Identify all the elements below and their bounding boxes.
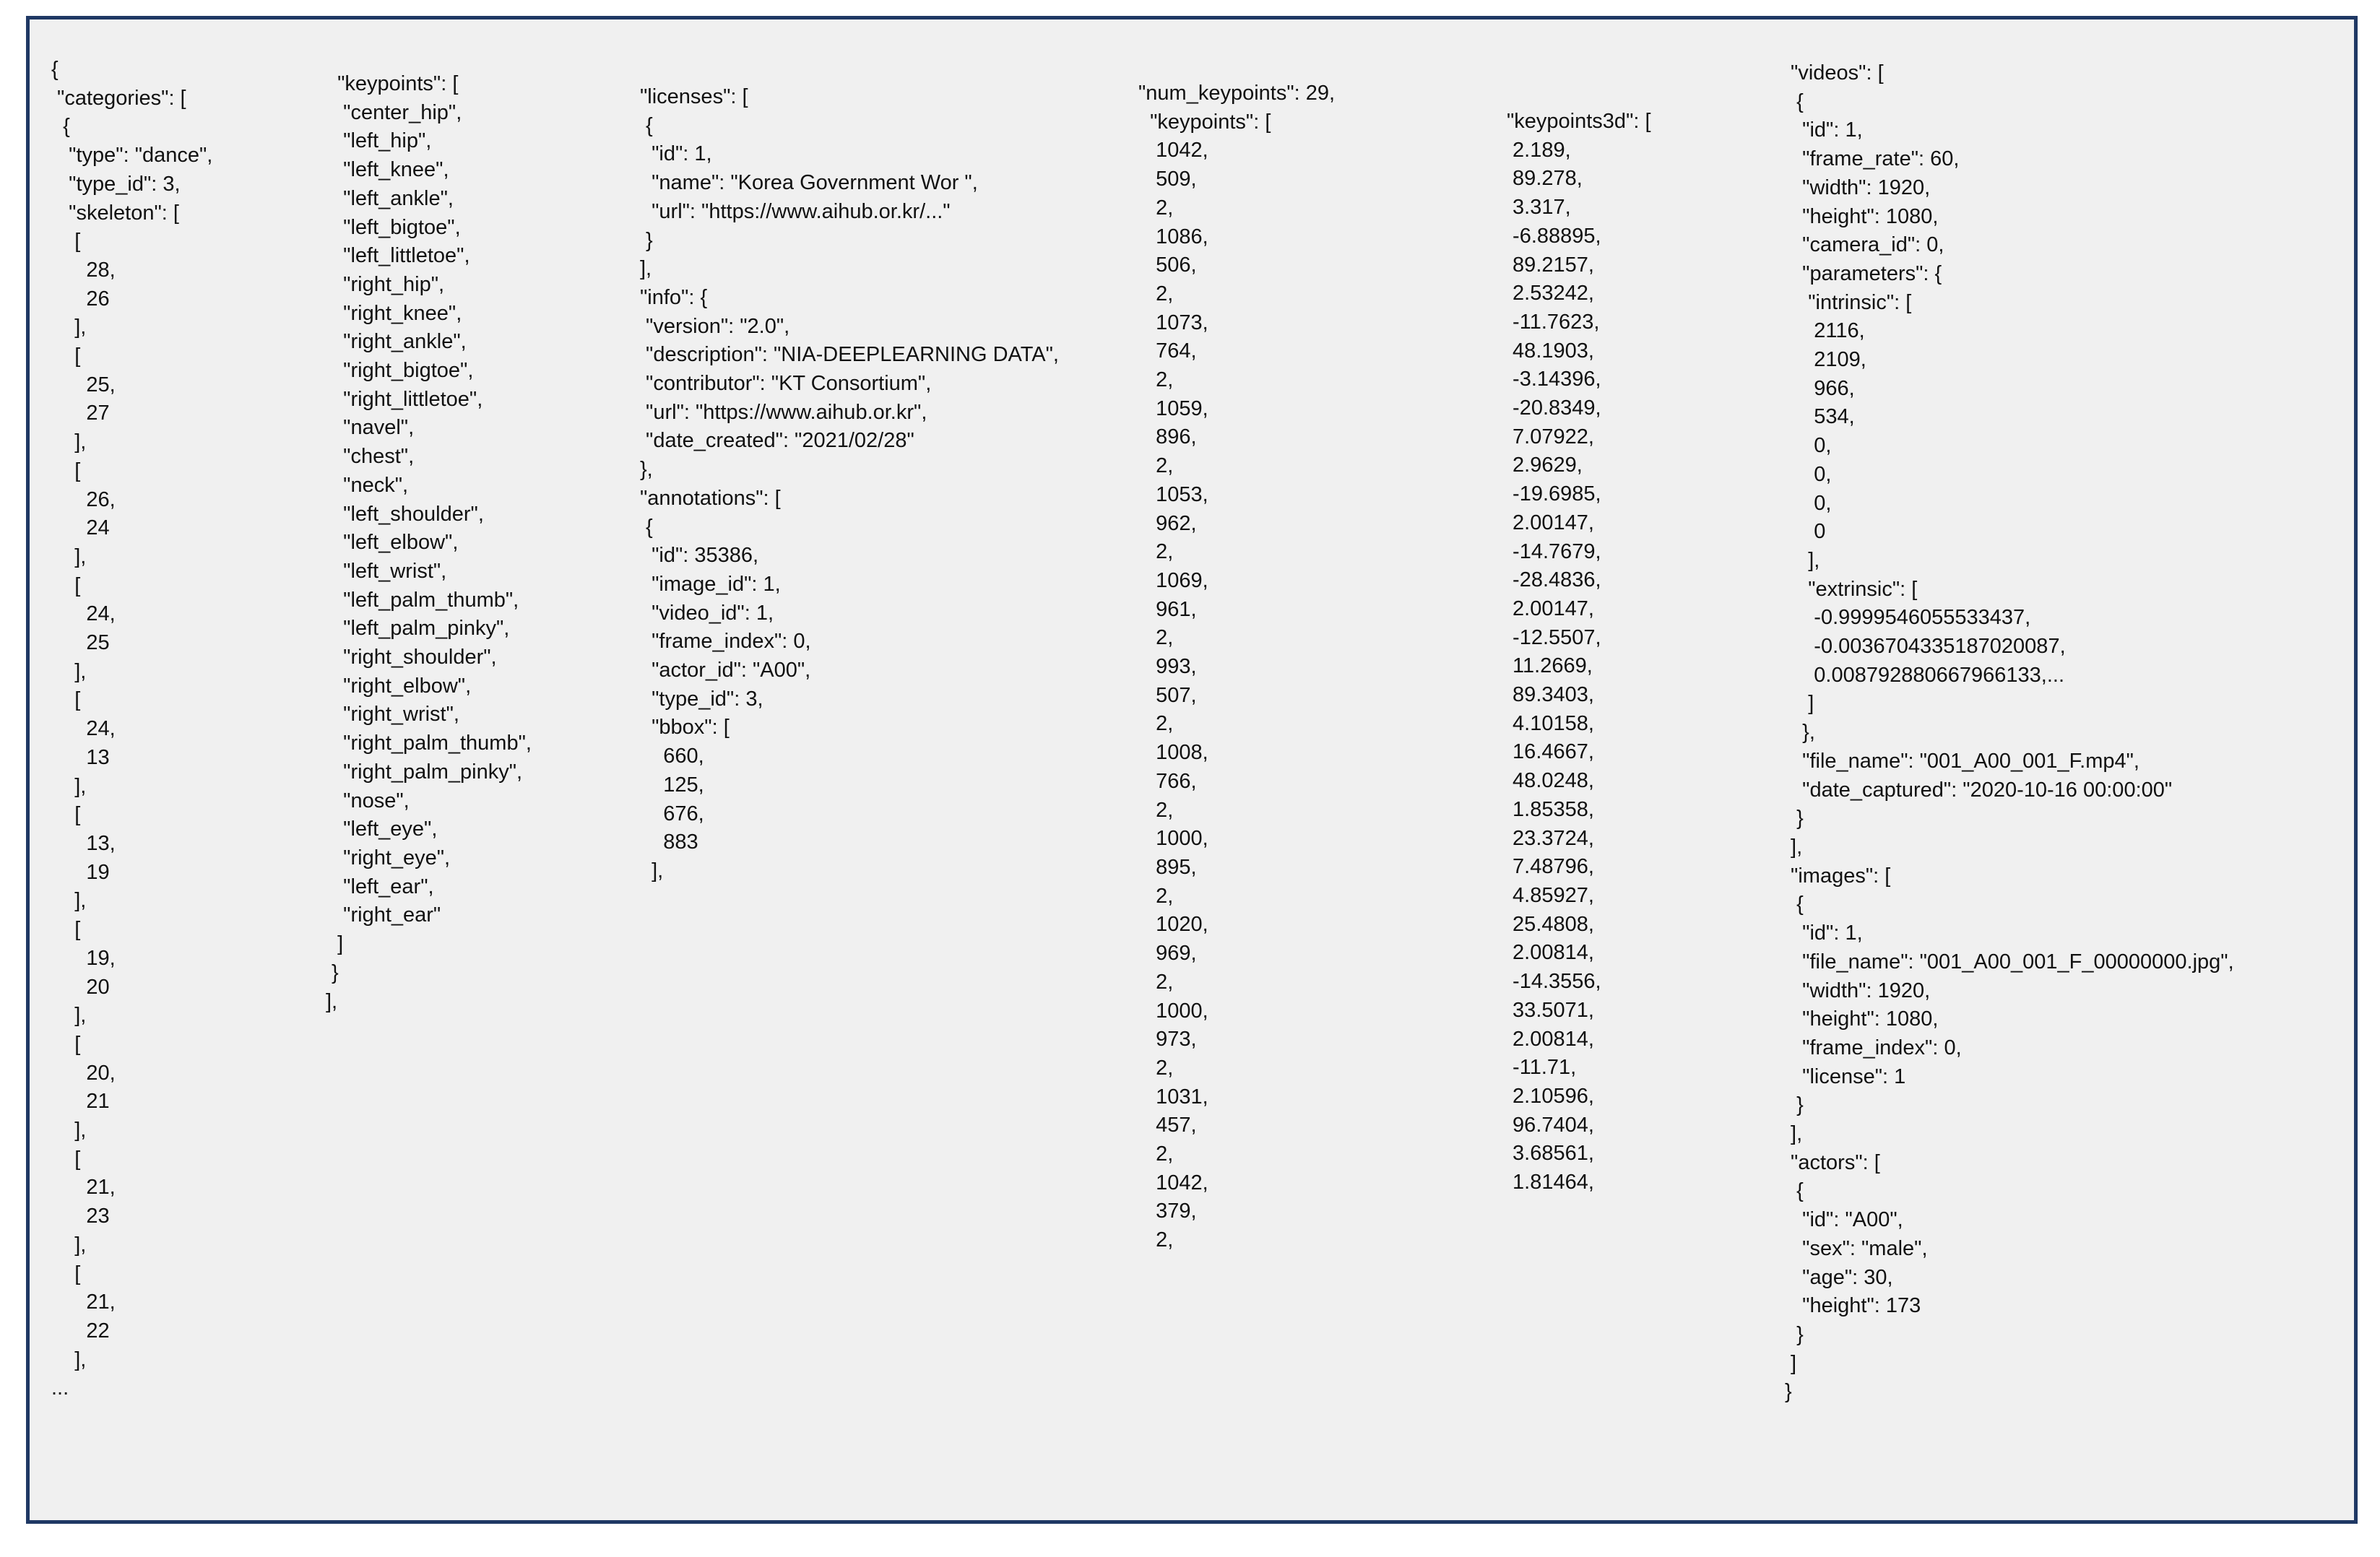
code-line: 48.1903, <box>1507 339 1594 363</box>
code-line: "right_ankle", <box>326 330 467 354</box>
code-line: [ <box>51 1262 81 1285</box>
code-line: 379, <box>1138 1200 1197 1223</box>
code-line: 0.008792880667966133,... <box>1785 663 2065 687</box>
code-line: ] <box>1785 692 1814 716</box>
code-line: 966, <box>1785 376 1855 400</box>
code-line: "left_knee", <box>326 158 449 182</box>
code-line: "annotations": [ <box>640 486 781 510</box>
code-line: 25, <box>51 373 116 396</box>
code-line: 883 <box>640 830 698 854</box>
code-line: 3.317, <box>1507 196 1571 220</box>
code-line: 2109, <box>1785 348 1866 372</box>
code-line: { <box>51 115 70 139</box>
code-line: "description": "NIA-DEEPLEARNING DATA", <box>640 343 1059 367</box>
code-line: "right_eye", <box>326 846 451 869</box>
code-line: [ <box>51 688 81 712</box>
code-line: 961, <box>1138 597 1197 621</box>
code-line: 2, <box>1138 798 1174 822</box>
code-line: "url": "https://www.aihub.or.kr", <box>640 400 927 424</box>
code-line: "num_keypoints": 29, <box>1138 82 1336 105</box>
code-line: ], <box>1785 1122 1803 1146</box>
code-line: 1008, <box>1138 741 1208 765</box>
code-line: 1000, <box>1138 999 1208 1023</box>
code-line: ], <box>51 659 87 683</box>
code-line: 89.278, <box>1507 167 1583 191</box>
code-line: ], <box>51 316 87 339</box>
code-line: 23.3724, <box>1507 826 1594 850</box>
code-line: "right_wrist", <box>326 703 459 727</box>
code-line: 2.189, <box>1507 138 1571 162</box>
code-line: -14.7679, <box>1507 539 1601 563</box>
code-line: 2.10596, <box>1507 1084 1594 1108</box>
code-line: "contributor": "KT Consortium", <box>640 372 932 396</box>
code-line: 2, <box>1138 196 1174 220</box>
code-line: 0, <box>1785 434 1832 458</box>
code-line: 2, <box>1138 282 1174 305</box>
code-line: -14.3556, <box>1507 970 1601 994</box>
code-line: } <box>1785 1093 1804 1117</box>
code-line: "left_shoulder", <box>326 502 484 526</box>
code-line: 766, <box>1138 769 1197 793</box>
code-line: 20, <box>51 1061 116 1085</box>
code-line: "keypoints": [ <box>1138 110 1271 134</box>
code-line: [ <box>51 1032 81 1056</box>
code-line: "date_created": "2021/02/28" <box>640 429 914 453</box>
code-line: 2.9629, <box>1507 454 1583 477</box>
code-line: ], <box>1785 835 1803 859</box>
code-line: 896, <box>1138 425 1197 449</box>
code-line: 1042, <box>1138 1171 1208 1194</box>
code-line: ] <box>326 932 344 956</box>
code-line: "left_hip", <box>326 129 432 153</box>
code-line: 969, <box>1138 942 1197 966</box>
code-line: { <box>1785 90 1804 113</box>
code-line: "left_palm_thumb", <box>326 588 519 612</box>
code-line: 19, <box>51 946 116 970</box>
code-line: "license": 1 <box>1785 1064 1906 1088</box>
code-line: 509, <box>1138 168 1197 191</box>
code-line: "left_elbow", <box>326 531 459 555</box>
code-line: "keypoints": [ <box>326 72 459 95</box>
code-line: "licenses": [ <box>640 85 748 108</box>
code-line: 1069, <box>1138 568 1208 592</box>
code-line: 0, <box>1785 462 1832 486</box>
code-line: ], <box>326 989 338 1013</box>
code-line: 33.5071, <box>1507 998 1594 1022</box>
code-line: "camera_id": 0, <box>1785 233 1944 257</box>
code-line: "left_littletoe", <box>326 244 470 268</box>
code-line: "age": 30, <box>1785 1265 1893 1289</box>
code-line: -11.7623, <box>1507 310 1600 334</box>
code-line: "right_palm_pinky", <box>326 760 523 784</box>
code-line: "right_knee", <box>326 301 462 325</box>
code-line: 973, <box>1138 1028 1197 1051</box>
code-line: "right_littletoe", <box>326 387 483 411</box>
code-line: 2.00814, <box>1507 1027 1594 1051</box>
code-line: 1.85358, <box>1507 797 1594 821</box>
code-line: 0 <box>1785 520 1826 544</box>
code-line: 1059, <box>1138 396 1208 420</box>
code-line: "nose", <box>326 789 410 812</box>
code-line: 962, <box>1138 511 1197 535</box>
code-line: "file_name": "001_A00_001_F_00000000.jpg", <box>1785 950 2234 973</box>
code-line: } <box>1785 1380 1792 1404</box>
code-line: "date_captured": "2020-10-16 00:00:00" <box>1785 778 2173 802</box>
code-line: 507, <box>1138 683 1197 707</box>
json-column-keypoints-3d <box>1507 108 1651 1197</box>
code-line: 96.7404, <box>1507 1113 1594 1137</box>
code-line: "neck", <box>326 473 409 497</box>
code-line: 48.0248, <box>1507 769 1594 793</box>
code-line: 2, <box>1138 454 1174 478</box>
code-line: -20.8349, <box>1507 396 1601 420</box>
code-line: -0.0036704335187020087, <box>1785 635 2066 659</box>
code-line: "id": 1, <box>640 142 712 166</box>
code-line: -12.5507, <box>1507 625 1601 649</box>
code-line: "right_hip", <box>326 272 445 296</box>
code-line: -19.6985, <box>1507 482 1601 506</box>
code-line: 1053, <box>1138 482 1208 506</box>
code-line: { <box>640 515 653 539</box>
code-line: [ <box>51 344 81 368</box>
code-line: ], <box>640 257 652 281</box>
code-line: "height": 1080, <box>1785 204 1939 228</box>
code-line: "bbox": [ <box>640 716 730 740</box>
code-line: { <box>1785 893 1804 916</box>
code-line: 1031, <box>1138 1085 1208 1109</box>
code-line: 24, <box>51 602 116 626</box>
code-line: "height": 1080, <box>1785 1007 1939 1031</box>
code-line: "actors": [ <box>1785 1150 1880 1174</box>
code-line: 125, <box>640 773 704 797</box>
code-line: "chest", <box>326 445 415 469</box>
code-line: 7.07922, <box>1507 425 1594 448</box>
code-line: "videos": [ <box>1785 61 1884 84</box>
code-line: "left_ear", <box>326 875 434 898</box>
code-line: } <box>1785 807 1804 830</box>
code-line: "version": "2.0", <box>640 314 790 338</box>
code-line: -28.4836, <box>1507 568 1601 592</box>
code-line: "file_name": "001_A00_001_F.mp4", <box>1785 749 2139 773</box>
code-line: "images": [ <box>1785 864 1891 888</box>
code-line: ], <box>640 859 664 882</box>
code-line: "center_hip", <box>326 100 462 124</box>
code-line: 28, <box>51 258 116 282</box>
code-line: 1042, <box>1138 139 1208 162</box>
code-line: "categories": [ <box>51 86 186 110</box>
code-line: "right_elbow", <box>326 674 472 698</box>
code-line: }, <box>1785 721 1815 745</box>
code-line: "left_wrist", <box>326 559 447 583</box>
code-line: 506, <box>1138 253 1197 277</box>
code-line: -0.9999546055533437, <box>1785 606 2031 630</box>
code-line: "width": 1920, <box>1785 175 1931 199</box>
code-line: 7.48796, <box>1507 855 1594 879</box>
json-column-videos-images-actors <box>1785 59 2234 1407</box>
code-line: "navel", <box>326 416 415 440</box>
code-line: 25.4808, <box>1507 912 1594 936</box>
code-line: [ <box>51 459 81 482</box>
code-line: "frame_index": 0, <box>1785 1036 1962 1059</box>
code-line: -11.71, <box>1507 1056 1577 1080</box>
code-line: "name": "Korea Government Wor ", <box>640 171 978 195</box>
code-line: 13 <box>51 745 110 769</box>
code-line: 23 <box>51 1205 110 1228</box>
code-line: 2, <box>1138 970 1174 994</box>
code-line: 2, <box>1138 540 1174 564</box>
code-line: 764, <box>1138 339 1197 363</box>
code-line: 2, <box>1138 368 1174 392</box>
code-line: "left_bigtoe", <box>326 215 461 239</box>
code-line: -6.88895, <box>1507 224 1601 248</box>
code-line: ], <box>51 1233 87 1257</box>
code-line: 2, <box>1138 626 1174 650</box>
code-line: 2.00147, <box>1507 511 1594 534</box>
code-line: 16.4667, <box>1507 740 1594 764</box>
code-line: 2.00147, <box>1507 597 1594 620</box>
json-column-keypoint-names <box>326 70 532 1016</box>
code-line: 1000, <box>1138 827 1208 851</box>
code-line: "intrinsic": [ <box>1785 290 1912 314</box>
code-line: "actor_id": "A00", <box>640 659 811 682</box>
code-line: "right_ear" <box>326 903 441 927</box>
code-line: "id": 1, <box>1785 118 1863 142</box>
code-line: 19 <box>51 860 110 884</box>
code-line: -3.14396, <box>1507 368 1601 391</box>
code-line: [ <box>51 573 81 597</box>
code-line: 11.2669, <box>1507 654 1593 678</box>
code-line: "type_id": 3, <box>51 172 181 196</box>
code-line: "frame_index": 0, <box>640 630 811 654</box>
code-line: ], <box>51 889 87 913</box>
code-line: 21, <box>51 1291 116 1314</box>
code-line: 26, <box>51 487 116 511</box>
code-line: ], <box>51 774 87 798</box>
code-line: "skeleton": [ <box>51 201 179 225</box>
code-line: 21 <box>51 1090 110 1114</box>
code-line: }, <box>640 458 653 482</box>
code-line: 25 <box>51 631 110 655</box>
code-line: [ <box>51 803 81 827</box>
code-line: 2, <box>1138 1056 1174 1080</box>
code-line: 895, <box>1138 855 1197 879</box>
code-line: 2, <box>1138 884 1174 908</box>
code-line: 0, <box>1785 491 1832 515</box>
code-line: 21, <box>51 1176 116 1200</box>
code-line: 2, <box>1138 1228 1174 1252</box>
code-line: 26 <box>51 287 110 311</box>
code-line: "width": 1920, <box>1785 979 1931 1002</box>
code-line: 660, <box>640 745 704 768</box>
code-line: 22 <box>51 1319 110 1343</box>
code-line: 676, <box>640 802 704 825</box>
code-line: ], <box>51 1348 87 1371</box>
code-line: { <box>1785 1179 1804 1203</box>
code-line: ], <box>51 1119 87 1142</box>
code-line: { <box>51 58 59 81</box>
code-line: } <box>1785 1322 1804 1346</box>
code-line: "image_id": 1, <box>640 572 781 596</box>
code-line: 4.85927, <box>1507 883 1594 907</box>
code-line: "video_id": 1, <box>640 601 774 625</box>
code-line: "left_eye", <box>326 817 438 841</box>
code-line: 2116, <box>1785 319 1865 343</box>
code-line: 24 <box>51 516 110 540</box>
code-line: 89.3403, <box>1507 683 1594 707</box>
code-line: 2.53242, <box>1507 282 1594 305</box>
code-line: 2, <box>1138 1142 1174 1166</box>
code-line: "height": 173 <box>1785 1294 1921 1318</box>
json-column-licenses-info-annotations <box>640 83 1059 886</box>
code-line: 1073, <box>1138 311 1208 334</box>
code-line: 534, <box>1785 405 1855 429</box>
code-line: 27 <box>51 402 110 425</box>
code-line: "parameters": { <box>1785 261 1942 285</box>
code-line: "keypoints3d": [ <box>1507 110 1651 133</box>
code-line: [ <box>51 230 81 253</box>
code-line: "left_ankle", <box>326 186 454 210</box>
code-line: 1086, <box>1138 225 1208 248</box>
code-line: [ <box>51 918 81 942</box>
code-line: 20 <box>51 975 110 999</box>
code-line: "type": "dance", <box>51 144 213 168</box>
code-line: [ <box>51 1147 81 1171</box>
code-line: 3.68561, <box>1507 1142 1594 1166</box>
json-column-keypoints-2d <box>1138 79 1335 1255</box>
code-line: 993, <box>1138 655 1197 679</box>
code-line: 24, <box>51 717 116 741</box>
json-document-panel <box>26 16 2358 1524</box>
code-line: ], <box>51 430 87 454</box>
code-line: "id": "A00", <box>1785 1208 1903 1232</box>
code-line: "id": 35386, <box>640 544 759 568</box>
code-line: { <box>640 113 653 137</box>
code-line: ], <box>1785 548 1820 572</box>
code-line: 1020, <box>1138 913 1208 937</box>
code-line: "extrinsic": [ <box>1785 577 1918 601</box>
code-line: 4.10158, <box>1507 711 1594 735</box>
code-line: "url": "https://www.aihub.or.kr/..." <box>640 199 951 223</box>
code-line: 1.81464, <box>1507 1171 1594 1194</box>
code-line: "type_id": 3, <box>640 687 763 711</box>
code-line: ] <box>1785 1351 1797 1375</box>
code-line: } <box>640 228 653 252</box>
json-column-categories <box>51 56 212 1403</box>
code-line: "right_shoulder", <box>326 646 497 669</box>
code-line: } <box>326 960 339 984</box>
code-line: 13, <box>51 831 116 855</box>
code-line: ... <box>51 1376 69 1400</box>
code-line: "id": 1, <box>1785 921 1863 945</box>
code-line: 2, <box>1138 712 1174 736</box>
code-line: "info": { <box>640 285 708 309</box>
code-line: 457, <box>1138 1114 1197 1137</box>
code-line: "left_palm_pinky", <box>326 617 510 641</box>
code-line: "right_bigtoe", <box>326 359 474 383</box>
code-line: 89.2157, <box>1507 253 1594 277</box>
code-line: "sex": "male", <box>1785 1236 1928 1260</box>
code-line: 2.00814, <box>1507 941 1594 965</box>
code-line: "right_palm_thumb", <box>326 732 532 755</box>
code-line: ], <box>51 545 87 568</box>
code-line: ], <box>51 1004 87 1028</box>
code-line: "frame_rate": 60, <box>1785 147 1960 171</box>
